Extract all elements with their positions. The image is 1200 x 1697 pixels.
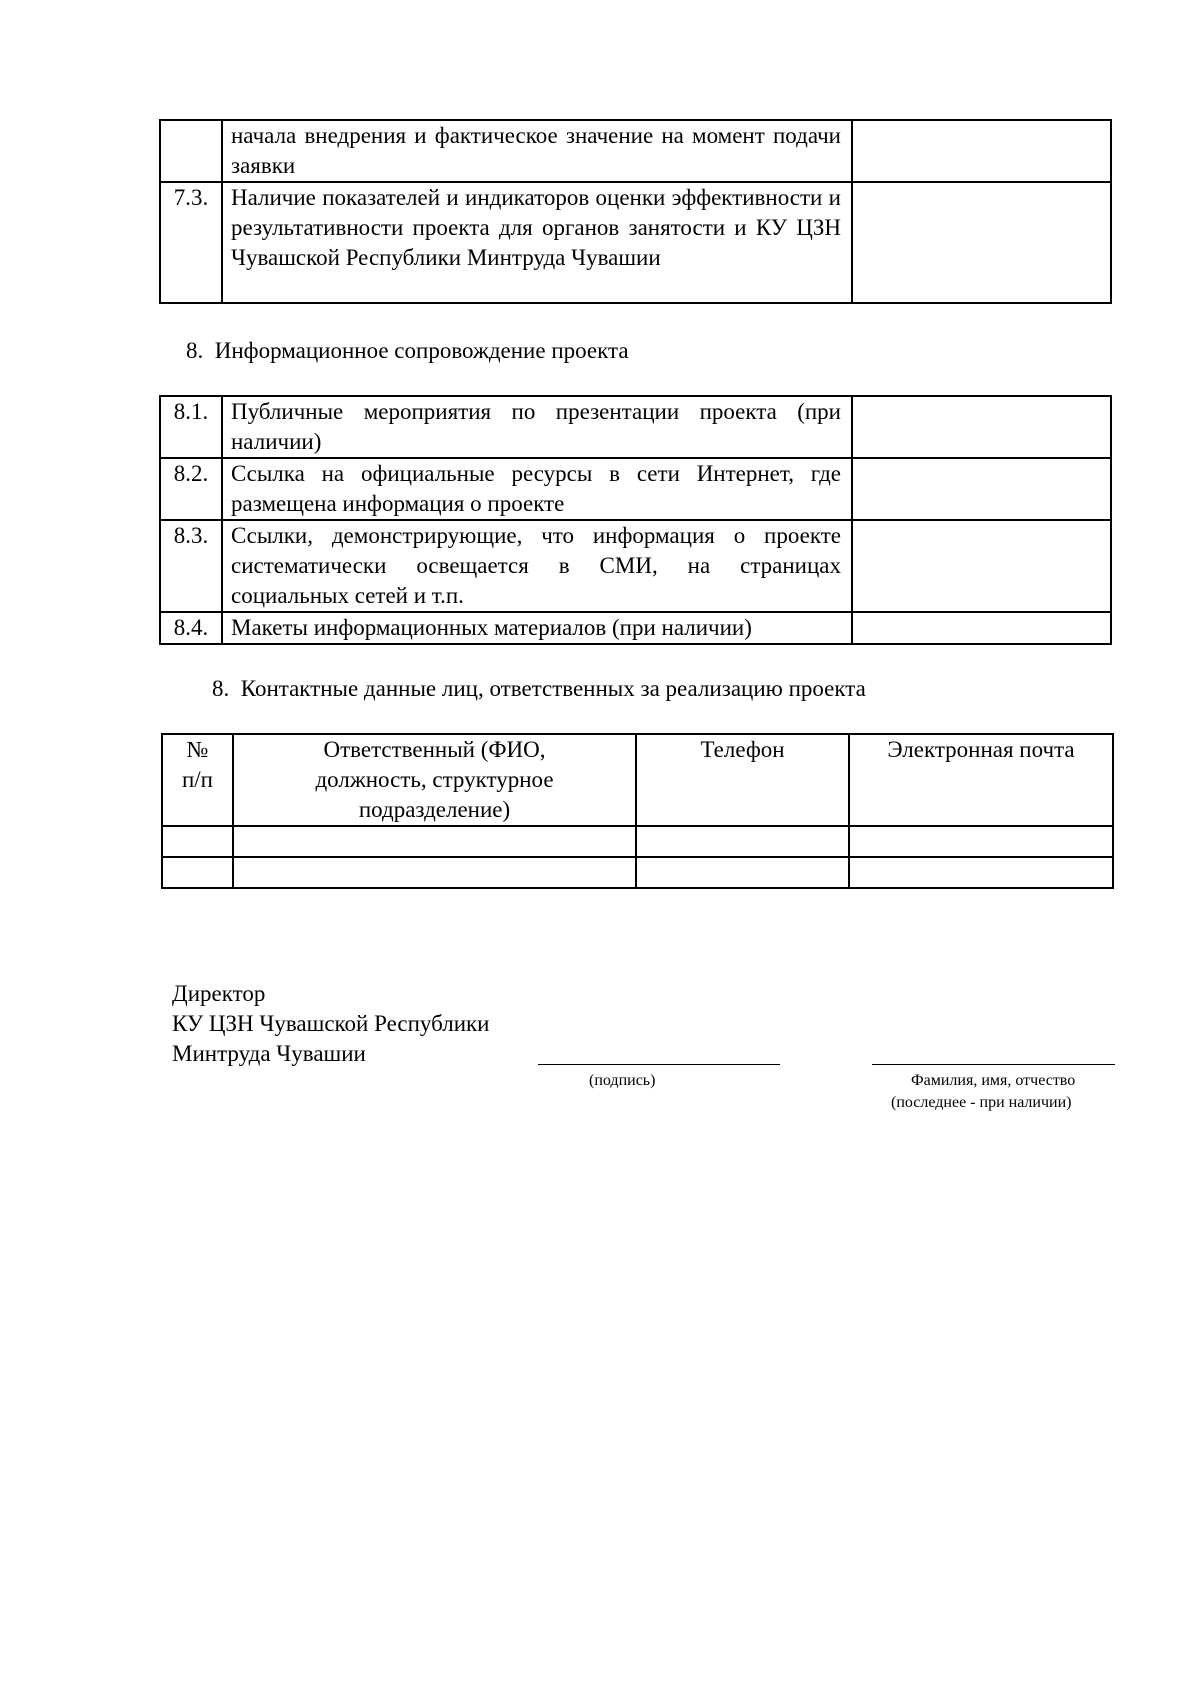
- table-7: [159, 119, 1112, 304]
- table-information-support: [159, 395, 1112, 645]
- cell-number[interactable]: [162, 857, 233, 888]
- signature-caption: (подпись): [589, 1072, 656, 1089]
- header-email: Электронная почта: [849, 734, 1113, 826]
- contacts-table: [161, 733, 1114, 889]
- header-responsible: [233, 734, 636, 826]
- header-label: № п/п: [181, 737, 213, 792]
- table-row: [162, 826, 1113, 857]
- row-number: 7.3.: [160, 182, 222, 303]
- row-text: Наличие показателей и индикаторов оценки эффективности и результативности проекта для органов занятости и КУ ЦЗН Чувашской Республики Минтруда Чувашии: [222, 182, 852, 303]
- signature-organization: КУ ЦЗН Чувашской Республики: [172, 1011, 490, 1036]
- table-row: [162, 857, 1113, 888]
- signature-title: Директор: [172, 981, 266, 1006]
- row-text: Публичные мероприятия по презентации проекта (при наличии): [222, 396, 852, 458]
- section-heading-information: [186, 336, 629, 366]
- row-number: 8.3.: [160, 520, 222, 612]
- row-text: Ссылка на официальные ресурсы в сети Интернет, где размещена информация о проекте: [222, 458, 852, 520]
- section-title: Контактные данные лиц, ответственных за реализацию проекта: [240, 676, 866, 701]
- row-text: начала внедрения и фактическое значение на момент подачи заявки: [222, 120, 852, 182]
- name-caption-note: (последнее - при наличии): [891, 1094, 1072, 1111]
- row-number: 8.4.: [160, 612, 222, 644]
- section-title: Информационное сопровождение проекта: [214, 338, 629, 363]
- cell-phone[interactable]: [636, 857, 849, 888]
- signature-ministry: Минтруда Чувашии: [172, 1041, 366, 1066]
- row-value-cell[interactable]: [852, 182, 1111, 303]
- table-row: [160, 182, 1111, 303]
- name-line[interactable]: [872, 1064, 1115, 1065]
- table-header-row: [162, 734, 1113, 826]
- table-row: [160, 458, 1111, 520]
- row-text: Макеты информационных материалов (при наличии): [222, 612, 852, 644]
- header-number: [162, 734, 233, 826]
- cell-responsible[interactable]: [233, 826, 636, 857]
- table-row: [160, 520, 1111, 612]
- name-caption: Фамилия, имя, отчество: [911, 1072, 1076, 1089]
- row-number: 8.1.: [160, 396, 222, 458]
- row-value-cell[interactable]: [852, 612, 1111, 644]
- row-value-cell[interactable]: [852, 396, 1111, 458]
- row-number: 8.2.: [160, 458, 222, 520]
- table-row: [160, 120, 1111, 182]
- section-heading-contacts: [212, 674, 866, 704]
- header-phone: Телефон: [636, 734, 849, 826]
- cell-phone[interactable]: [636, 826, 849, 857]
- table-row: [160, 396, 1111, 458]
- section-number: 8.: [212, 676, 230, 701]
- header-label: Ответственный (ФИО, должность, структурное подразделение): [315, 737, 554, 822]
- cell-responsible[interactable]: [233, 857, 636, 888]
- cell-email[interactable]: [849, 857, 1113, 888]
- row-value-cell[interactable]: [852, 120, 1111, 182]
- cell-number[interactable]: [162, 826, 233, 857]
- row-value-cell[interactable]: [852, 520, 1111, 612]
- section-number: 8.: [186, 338, 204, 363]
- signature-line[interactable]: [538, 1064, 780, 1065]
- cell-email[interactable]: [849, 826, 1113, 857]
- table-row: [160, 612, 1111, 644]
- row-value-cell[interactable]: [852, 458, 1111, 520]
- row-text: Ссылки, демонстрирующие, что информация о проекте систематически освещается в СМИ, на страницах социальных сетей и т.п.: [222, 520, 852, 612]
- row-number: [160, 120, 222, 182]
